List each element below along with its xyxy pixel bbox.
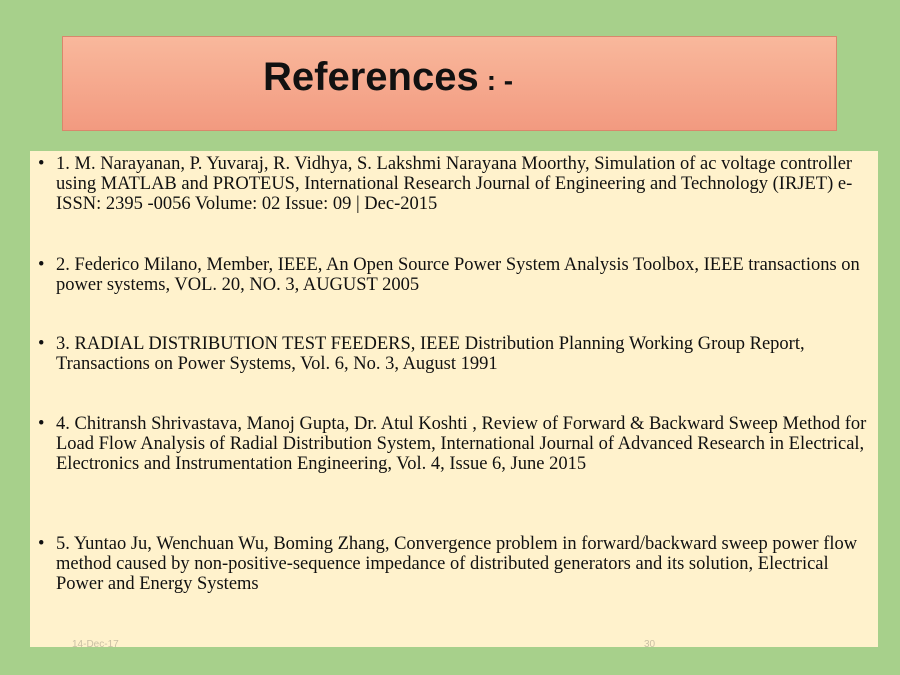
footer-date: 14-Dec-17 (72, 639, 119, 650)
bullet-icon: • (38, 534, 45, 554)
reference-text: 3. RADIAL DISTRIBUTION TEST FEEDERS, IEEE Distribution Planning Working Group Report, Transactions on Power Systems, Vol. 6, No. 3, August 1991 (56, 334, 805, 374)
reference-text: 4. Chitransh Shrivastava, Manoj Gupta, Dr. Atul Koshti , Review of Forward & Backward Sweep Method for Load Flow Analysis of Radial Distribution System, International Journal of Advanced Research in Electrical, Electronics and Instrumentation Engineering, Vol. 4, Issue 6, June 2015 (56, 414, 867, 474)
bullet-icon: • (38, 255, 45, 275)
references-panel (30, 151, 878, 650)
reference-item (30, 534, 878, 594)
bullet-icon: • (38, 414, 45, 434)
slide-title (263, 55, 513, 100)
bullet-icon: • (38, 154, 45, 174)
title-banner (62, 36, 837, 131)
reference-item (30, 334, 878, 374)
reference-item (30, 154, 878, 214)
reference-text: 1. M. Narayanan, P. Yuvaraj, R. Vidhya, S. Lakshmi Narayana Moorthy, Simulation of ac voltage controller using MATLAB and PROTEUS, International Research Journal of Engineering and Technology (IRJET) e-ISSN: 2395 -0056 Volume: 02 Issue: 09 | Dec-2015 (56, 154, 853, 214)
footer-page-number: 30 (644, 639, 656, 650)
reference-item (30, 255, 878, 295)
reference-text: 2. Federico Milano, Member, IEEE, An Open Source Power System Analysis Toolbox, IEEE transactions on power systems, VOL. 20, NO. 3, AUGUST 2005 (56, 255, 860, 295)
slide-title-suffix: : - (486, 65, 514, 96)
reference-text: 5. Yuntao Ju, Wenchuan Wu, Boming Zhang, Convergence problem in forward/backward sweep power flow method caused by non-positive-sequence impedance of distributed generators and its solution, Electrical Power and Energy Systems (56, 534, 858, 594)
bullet-icon: • (38, 334, 45, 354)
reference-item (30, 414, 878, 474)
slide-title-text: References (263, 55, 479, 99)
